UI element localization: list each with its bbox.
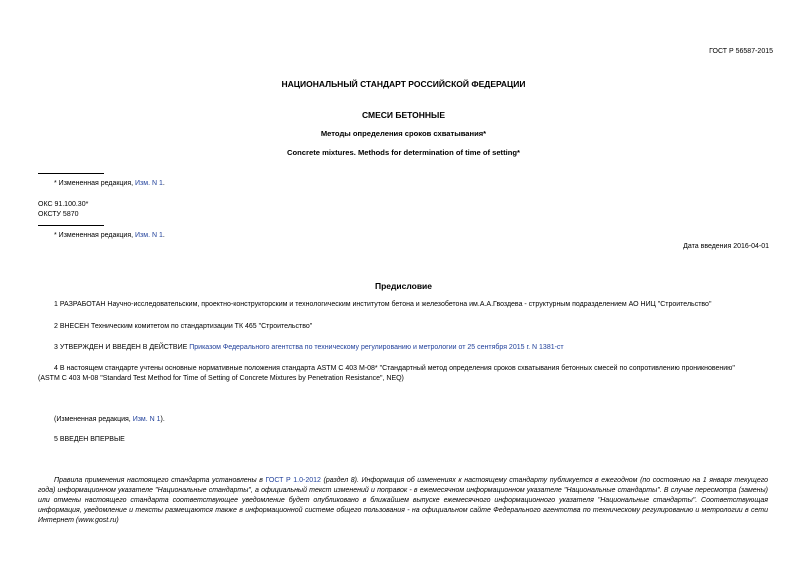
order-link[interactable]: Приказом Федерального агентства по техническому регулированию и метрологии от 25 сентября 2015 г. N 1381-ст (189, 344, 564, 351)
amendment-link[interactable]: Изм. N 1 (135, 180, 163, 187)
footnote-prefix: * Измененная редакция, (54, 180, 134, 187)
preface-item-4-line-2: (ASTM С 403 М-08 "Standard Test Method for Time of Setting of Concrete Mixtures by Penetration Resistance", NEQ) (38, 375, 404, 382)
rules-paragraph (38, 476, 768, 526)
amendment-note-prefix: (Измененная редакция, (54, 416, 131, 423)
okstu-code: ОКСТУ 5870 (38, 211, 79, 218)
rules-text: (раздел 8). Информация об изменениях к настоящему стандарту публикуется в ежегодном (по состоянию на 1 января текущего года) информационном указателе "Национальные стандарты", а официальный текст изменений и поправок - в ежемесячном информационном указателе "Национальные стандарты". В случае пересмотра (замены) или отмены настоящего стандарта соответствующее уведомление будет опубликовано в ближайшем выпуске ежемесячного информационного указателя "Национальные стандарты". Соответствующая информация, уведомление и тексты размещаются также в информационной системе общего пользования - на официальном сайте Федерального агентства по техническому регулированию и метрологии в сети Интернет (www.gost.ru) (38, 477, 769, 524)
preface-item-2: 2 ВНЕСЕН Техническим комитетом по стандартизации ТК 465 "Строительство" (54, 323, 313, 330)
document-code: ГОСТ Р 56587-2015 (709, 48, 773, 55)
footnote-divider (38, 225, 104, 226)
preface-item-3 (54, 343, 564, 352)
footnote-suffix: . (162, 232, 165, 239)
footnote-amendment (54, 179, 165, 188)
amendment-note (54, 415, 165, 424)
amendment-link[interactable]: Изм. N 1 (132, 416, 161, 423)
rules-prefix: Правила применения настоящего стандарта установлены в (54, 477, 263, 484)
national-standard-heading: НАЦИОНАЛЬНЫЙ СТАНДАРТ РОССИЙСКОЙ ФЕДЕРАЦИИ (281, 79, 526, 89)
amendment-note-suffix: ). (160, 416, 165, 423)
subtitle-en: Concrete mixtures. Methods for determination of time of setting* (287, 148, 520, 157)
oks-code: ОКС 91.100.30* (38, 201, 89, 208)
preface-item-4-line-1: 4 В настоящем стандарте учтены основные нормативные положения стандарта ASTM С 403 М-08* "Стандартный метод определения сроков схватывания бетонных смесей по сопротивлению проникновению" (54, 365, 735, 372)
preface-item-5: 5 ВВЕДЕН ВПЕРВЫЕ (54, 436, 125, 443)
gost-link[interactable]: ГОСТ Р 1.0-2012 (265, 477, 321, 484)
footnote-divider (38, 173, 104, 174)
subtitle-ru: Методы определения сроков схватывания* (320, 129, 487, 138)
footnote-amendment (54, 231, 165, 240)
preface-item-3-label: 3 УТВЕРЖДЕН И ВВЕДЕН В ДЕЙСТВИЕ (54, 344, 188, 351)
introduction-date: Дата введения 2016-04-01 (683, 243, 769, 250)
preface-heading: Предисловие (374, 281, 433, 291)
footnote-suffix: . (162, 180, 165, 187)
footnote-prefix: * Измененная редакция, (54, 232, 134, 239)
amendment-link[interactable]: Изм. N 1 (135, 232, 163, 239)
preface-item-1: 1 РАЗРАБОТАН Научно-исследовательским, проектно-конструкторским и технологическим институтом бетона и железобетона им.А.А.Гвоздева - структурным подразделением АО НИЦ "Строительство" (54, 301, 712, 308)
document-title: СМЕСИ БЕТОННЫЕ (361, 110, 446, 120)
